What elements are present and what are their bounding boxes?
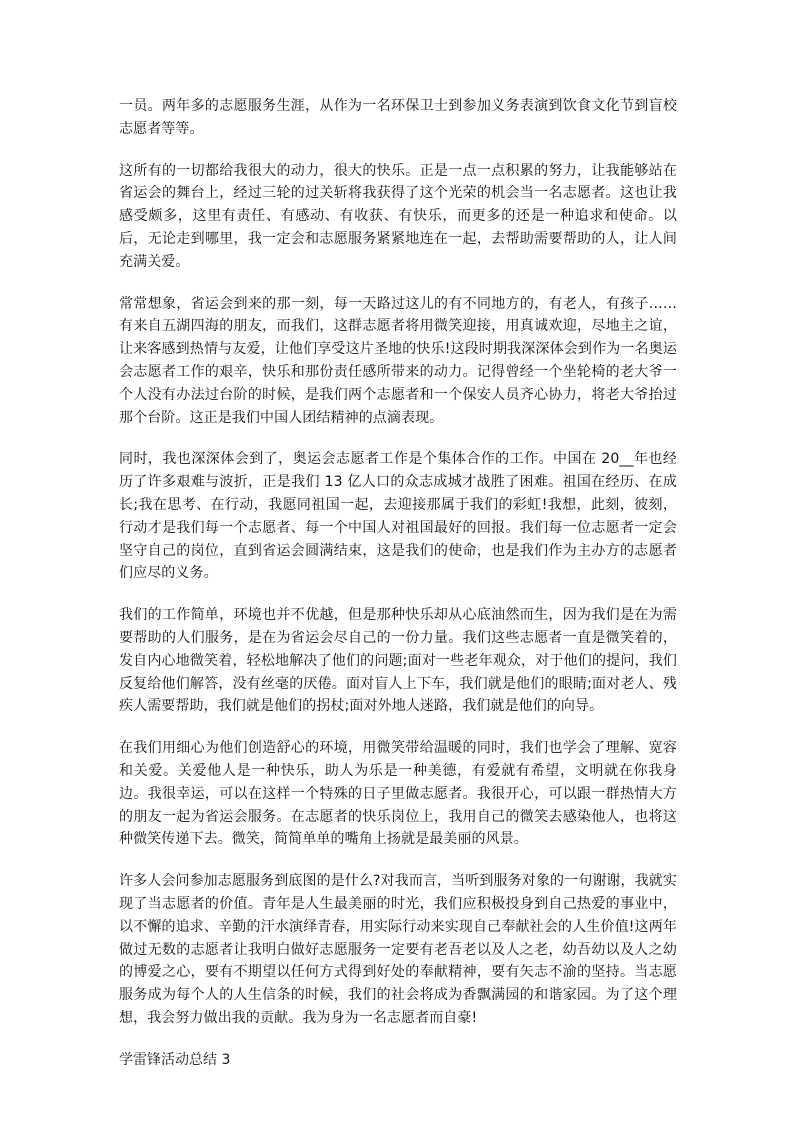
paragraph-3: 常常想象，省运会到来的那一刻，每一天路过这儿的有不同地方的，有老人，有孩子……有来自五湖四海的朋友，而我们，这群志愿者将用微笑迎接，用真诚欢迎，尽地主之谊，让来客感到热情与友爱，让他们享受这片圣地的快乐!这段时期我深深体会到作为一名奥运会志愿者工作的艰辛，快乐和那份责任感所带来的动力。记得曾经一个坐轮椅的老大爷一个人没有办法过台阶的时候，是我们两个志愿者和一个保安人员齐心协力，将老大爷抬过那个台阶。这正是我们中国人团结精神的点滴表现。 [119,295,677,426]
paragraph-6: 在我们用细心为他们创造舒心的环境，用微笑带给温暖的同时，我们也学会了理解、宽容和关爱。关爱他人是一种快乐，助人为乐是一种美德，有爱就有希望，文明就在你我身边。我很幸运，可以在这样一个特殊的日子里做志愿者。我很开心，可以跟一群热情大方的朋友一起为省运会服务。在志愿者的快乐岗位上，我用自己的微笑去感染他人，也将这种微笑传递下去。微笑，简简单单的嘴角上扬就是最美丽的风景。 [119,740,677,848]
paragraph-1: 一员。两年多的志愿服务生涯，从作为一名环保卫士到参加义务表演到饮食文化节到盲校志愿者等等。 [119,98,677,137]
paragraph-7: 许多人会问参加志愿服务到底图的是什么?对我而言，当听到服务对象的一句谢谢，我就实现了当志愿者的价值。青年是人生最美丽的时光，我们应积极投身到自己热爱的事业中，以不懈的追求、辛勤的汗水演绎青春，用实际行动来实现自己奉献社会的人生价值!这两年做过无数的志愿者让我明白做好志愿服务一定要有老吾老以及人之老，幼吾幼以及人之幼的博爱之心，要有不期望以任何方式得到好处的奉献精神，要有矢志不渝的坚持。当志愿服务成为每个人的人生信条的时候，我们的社会将成为香飘满园的和谐家园。为了这个理想，我会努力做出我的贡献。我为身为一名志愿者而自豪! [119,873,677,1026]
paragraph-4: 同时，我也深深体会到了，奥运会志愿者工作是个集体合作的工作。中国在 20__年也经历了许多艰难与波折，正是我们 13 亿人口的众志成城才战胜了困难。祖国在经历、在成长;我在思考、在行动，我愿同祖国一起，去迎接那属于我们的彩虹!我想，此刻，彼刻，行动才是我们每一个志愿者、每一个中国人对祖国最好的回报。我们每一位志愿者一定会坚守自己的岗位，直到省运会圆满结束，这是我们的使命，也是我们作为主办方的志愿者们应尽的义务。 [119,451,677,582]
paragraph-5: 我们的工作简单，环境也并不优越，但是那种快乐却从心底油然而生，因为我们是在为需要帮助的人们服务，是在为省运会尽自己的一份力量。我们这些志愿者一直是微笑着的，发自内心地微笑着，轻松地解决了他们的问题;面对一些老年观众，对于他们的提问，我们反复给他们解答，没有丝毫的厌倦。面对盲人上下车，我们就是他们的眼睛;面对老人、残疾人需要帮助，我们就是他们的拐杖;面对外地人迷路，我们就是他们的向导。 [119,607,677,715]
paragraph-2: 这所有的一切都给我很大的动力，很大的快乐。正是一点一点积累的努力，让我能够站在省运会的舞台上，经过三轮的过关斩将我获得了这个光荣的机会当一名志愿者。这也让我感受颇多，这里有责任、有感动、有收获、有快乐，而更多的还是一种追求和使命。以后，无论走到哪里，我一定会和志愿服务紧紧地连在一起，去帮助需要帮助的人，让人间充满关爱。 [119,162,677,270]
section-heading: 学雷锋活动总结 3 [119,1051,231,1068]
document-page [119,95,677,1071]
